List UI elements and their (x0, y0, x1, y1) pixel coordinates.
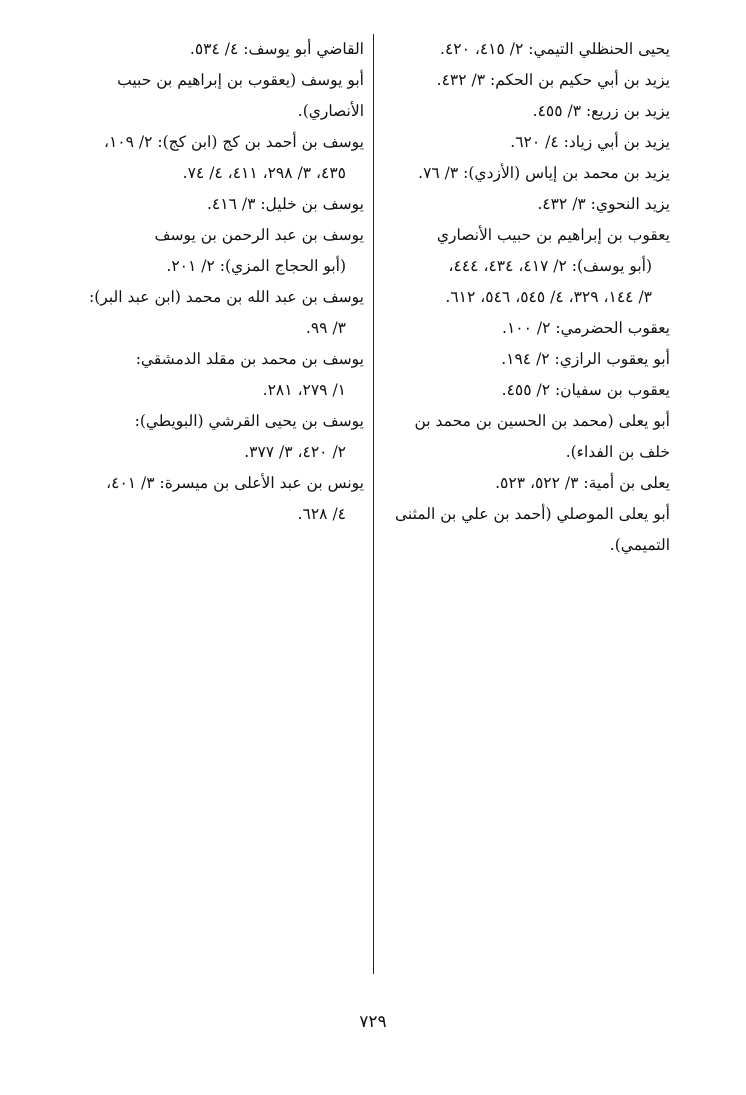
index-entry (380, 158, 670, 189)
entry-line: يعقوب بن إبراهيم بن حبيب الأنصاري (436, 226, 670, 244)
entry-line: أبو يعلى الموصلي (أحمد بن علي بن المثنى (395, 505, 670, 523)
entry-line: يحيى الحنظلي التيمي: ٢/ ٤١٥، ٤٢٠. (440, 40, 670, 58)
index-column-left (72, 34, 364, 530)
entry-line: يوسف بن عبد الله بن محمد (ابن عبد البر): (89, 288, 364, 306)
entry-line: يزيد بن أبي زياد: ٤/ ٦٢٠. (510, 133, 670, 151)
entry-line: ٣/ ٩٩. (305, 319, 346, 337)
index-entry (72, 220, 364, 282)
entry-line: يوسف بن عبد الرحمن بن يوسف (154, 226, 364, 244)
index-entry (72, 127, 364, 189)
entry-line: يوسف بن خليل: ٣/ ٤١٦. (206, 195, 364, 213)
entry-line: يزيد بن أبي حكيم بن الحكم: ٣/ ٤٣٢. (436, 71, 670, 89)
entry-line: (أبو الحجاج المزي): ٢/ ٢٠١. (166, 257, 346, 275)
index-entry (72, 34, 364, 65)
entry-line: الأنصاري). (297, 102, 364, 120)
entry-line: ٣/ ١٤٤، ٣٢٩، ٤/ ٥٤٥، ٥٤٦، ٦١٢. (445, 288, 652, 306)
entry-line: خلف بن الفداء). (565, 443, 670, 461)
entry-line: ٤٣٥، ٣/ ٢٩٨، ٤١١، ٤/ ٧٤. (182, 164, 346, 182)
entry-line: ٢/ ٤٢٠، ٣/ ٣٧٧. (244, 443, 346, 461)
index-entry (380, 34, 670, 65)
entry-line: يزيد بن محمد بن إياس (الأزدي): ٣/ ٧٦. (418, 164, 670, 182)
index-entry (380, 313, 670, 344)
entry-line: التميمي). (609, 536, 670, 554)
entry-line: يعقوب بن سفيان: ٢/ ٤٥٥. (501, 381, 670, 399)
index-entry (72, 468, 364, 530)
entry-line: أبو يعلى (محمد بن الحسين بن محمد بن (414, 412, 670, 430)
index-entry (72, 189, 364, 220)
entry-line: أبو يوسف (يعقوب بن إبراهيم بن حبيب (117, 71, 364, 89)
entry-line: (أبو يوسف): ٢/ ٤١٧، ٤٣٤، ٤٤٤، (448, 257, 652, 275)
index-entry (72, 65, 364, 127)
index-entry (380, 220, 670, 313)
index-entry (380, 96, 670, 127)
index-entry (380, 127, 670, 158)
entry-line: يزيد النحوي: ٣/ ٤٣٢. (537, 195, 670, 213)
entry-line: القاضي أبو يوسف: ٤/ ٥٣٤. (189, 40, 364, 58)
index-entry (380, 189, 670, 220)
page-number: ٧٢٩ (359, 1012, 387, 1032)
entry-line: يونس بن عبد الأعلى بن ميسرة: ٣/ ٤٠١، (106, 474, 364, 492)
entry-line: أبو يعقوب الرازي: ٢/ ١٩٤. (501, 350, 670, 368)
index-entry (380, 468, 670, 499)
entry-line: ٤/ ٦٢٨. (297, 505, 346, 523)
index-column-right (380, 34, 670, 561)
entry-line: يوسف بن محمد بن مقلد الدمشقي: (135, 350, 364, 368)
entry-line: يعلى بن أمية: ٣/ ٥٢٢، ٥٢٣. (495, 474, 670, 492)
index-entry (380, 406, 670, 468)
entry-line: ١/ ٢٧٩، ٢٨١. (262, 381, 346, 399)
index-entry (72, 282, 364, 344)
index-entry (380, 344, 670, 375)
index-entry (72, 344, 364, 406)
entry-line: يوسف بن أحمد بن كج (ابن كج): ٢/ ١٠٩، (103, 133, 364, 151)
index-entry (380, 375, 670, 406)
index-entry (380, 65, 670, 96)
column-divider (373, 34, 374, 974)
entry-line: يوسف بن يحيى القرشي (البويطي): (134, 412, 364, 430)
index-entry (380, 499, 670, 561)
entry-line: يزيد بن زريع: ٣/ ٤٥٥. (532, 102, 670, 120)
entry-line: يعقوب الحضرمي: ٢/ ١٠٠. (502, 319, 670, 337)
index-entry (72, 406, 364, 468)
